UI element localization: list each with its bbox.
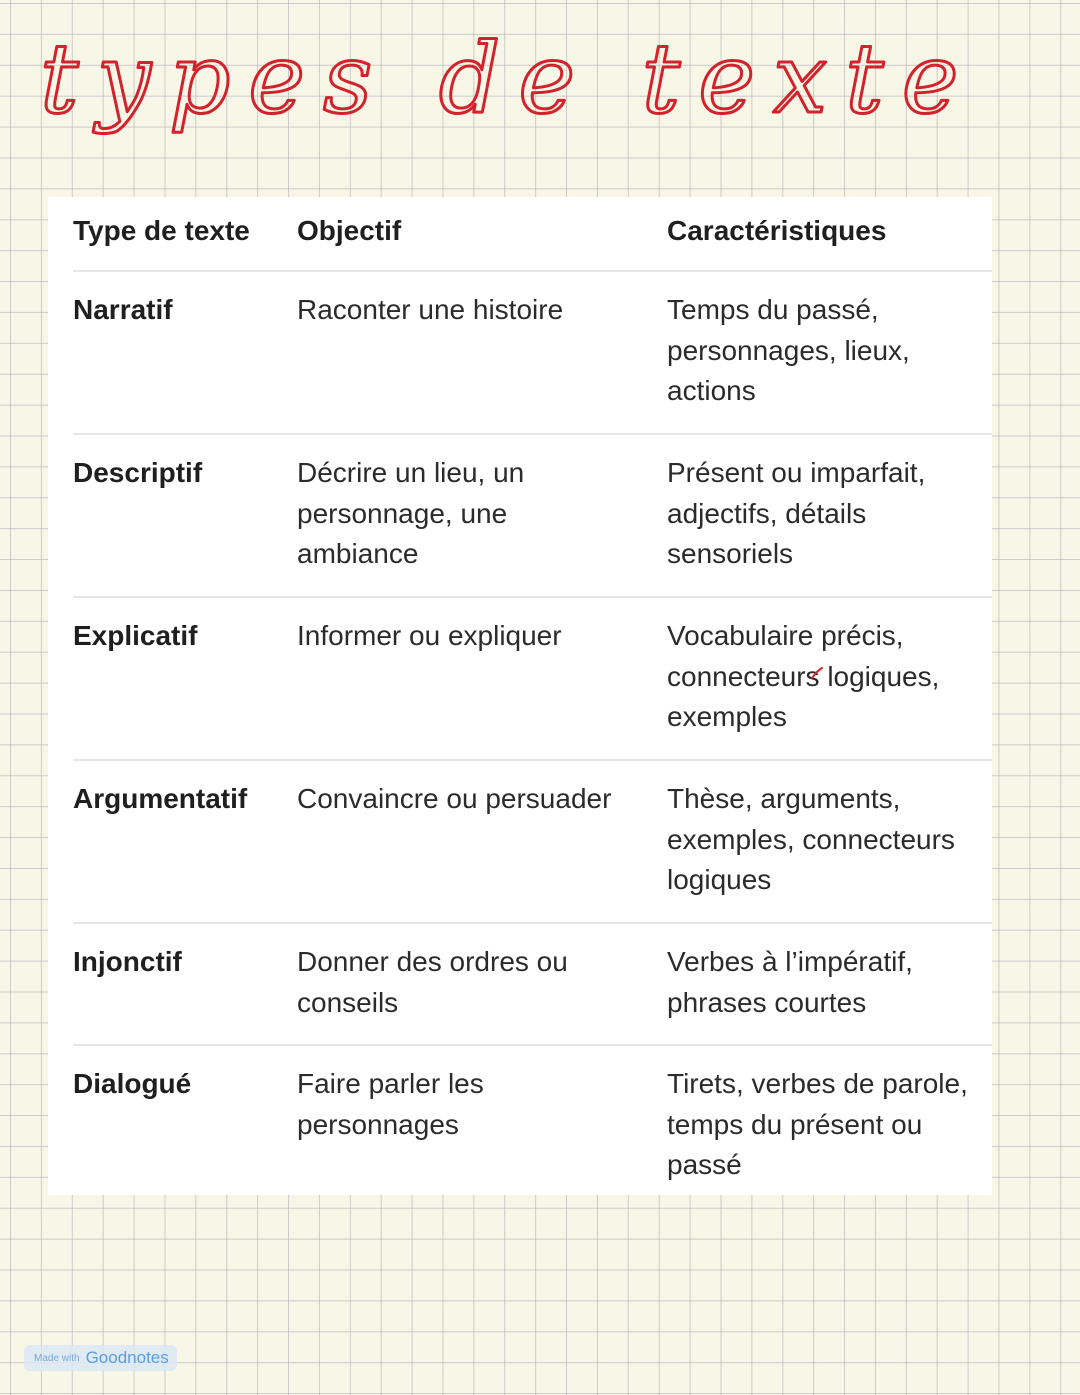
handwritten-correction-mark (810, 666, 824, 680)
table-row-dialogue (73, 1046, 992, 1195)
table-row-injonctif (73, 924, 992, 1046)
row-objectif: Raconter une histoire (297, 294, 564, 325)
watermark-small-text: Made with (34, 1352, 80, 1364)
row-objectif: Convaincre ou persuader (297, 783, 612, 814)
row-type: Injonctif (73, 946, 182, 977)
row-caracteristiques: Présent ou imparfait, adjectifs, détails sensoriels (667, 457, 926, 570)
row-type: Descriptif (73, 457, 203, 488)
handwritten-title (40, 22, 977, 162)
table-row-explicatif (73, 598, 992, 761)
row-objectif: Décrire un lieu, un personnage, une ambiance (297, 457, 525, 570)
row-caracteristiques: Temps du passé, personnages, lieux, actions (667, 294, 910, 407)
row-caracteristiques: Thèse, arguments, exemples, connecteurs logiques (667, 783, 955, 896)
column-header-type: Type de texte (73, 215, 250, 246)
column-header-objectif: Objectif (297, 215, 402, 246)
table-header-row (73, 197, 992, 272)
watermark-brand: Goodnotes (85, 1348, 169, 1367)
text-types-table (48, 197, 992, 1195)
row-objectif: Informer ou expliquer (297, 620, 562, 651)
row-type: Argumentatif (73, 783, 248, 814)
row-caracteristiques: Verbes à l’impératif, phrases courtes (667, 946, 913, 1018)
row-type: Dialogué (73, 1068, 192, 1099)
goodnotes-watermark (24, 1345, 177, 1371)
row-objectif: Donner des ordres ou conseils (297, 946, 568, 1018)
table-row-argumentatif (73, 761, 992, 924)
row-objectif: Faire parler les personnages (297, 1068, 484, 1140)
row-caracteristiques: Vocabulaire précis, connecteurs logiques, exemples (667, 620, 940, 733)
table-row-narratif (73, 272, 992, 435)
title-text: types de texte (40, 23, 977, 135)
table-row-descriptif (73, 435, 992, 598)
column-header-caracteristiques: Caractéristiques (667, 215, 887, 246)
row-caracteristiques: Tirets, verbes de parole, temps du présent ou passé (667, 1068, 968, 1181)
row-type: Explicatif (73, 620, 198, 651)
row-type: Narratif (73, 294, 173, 325)
